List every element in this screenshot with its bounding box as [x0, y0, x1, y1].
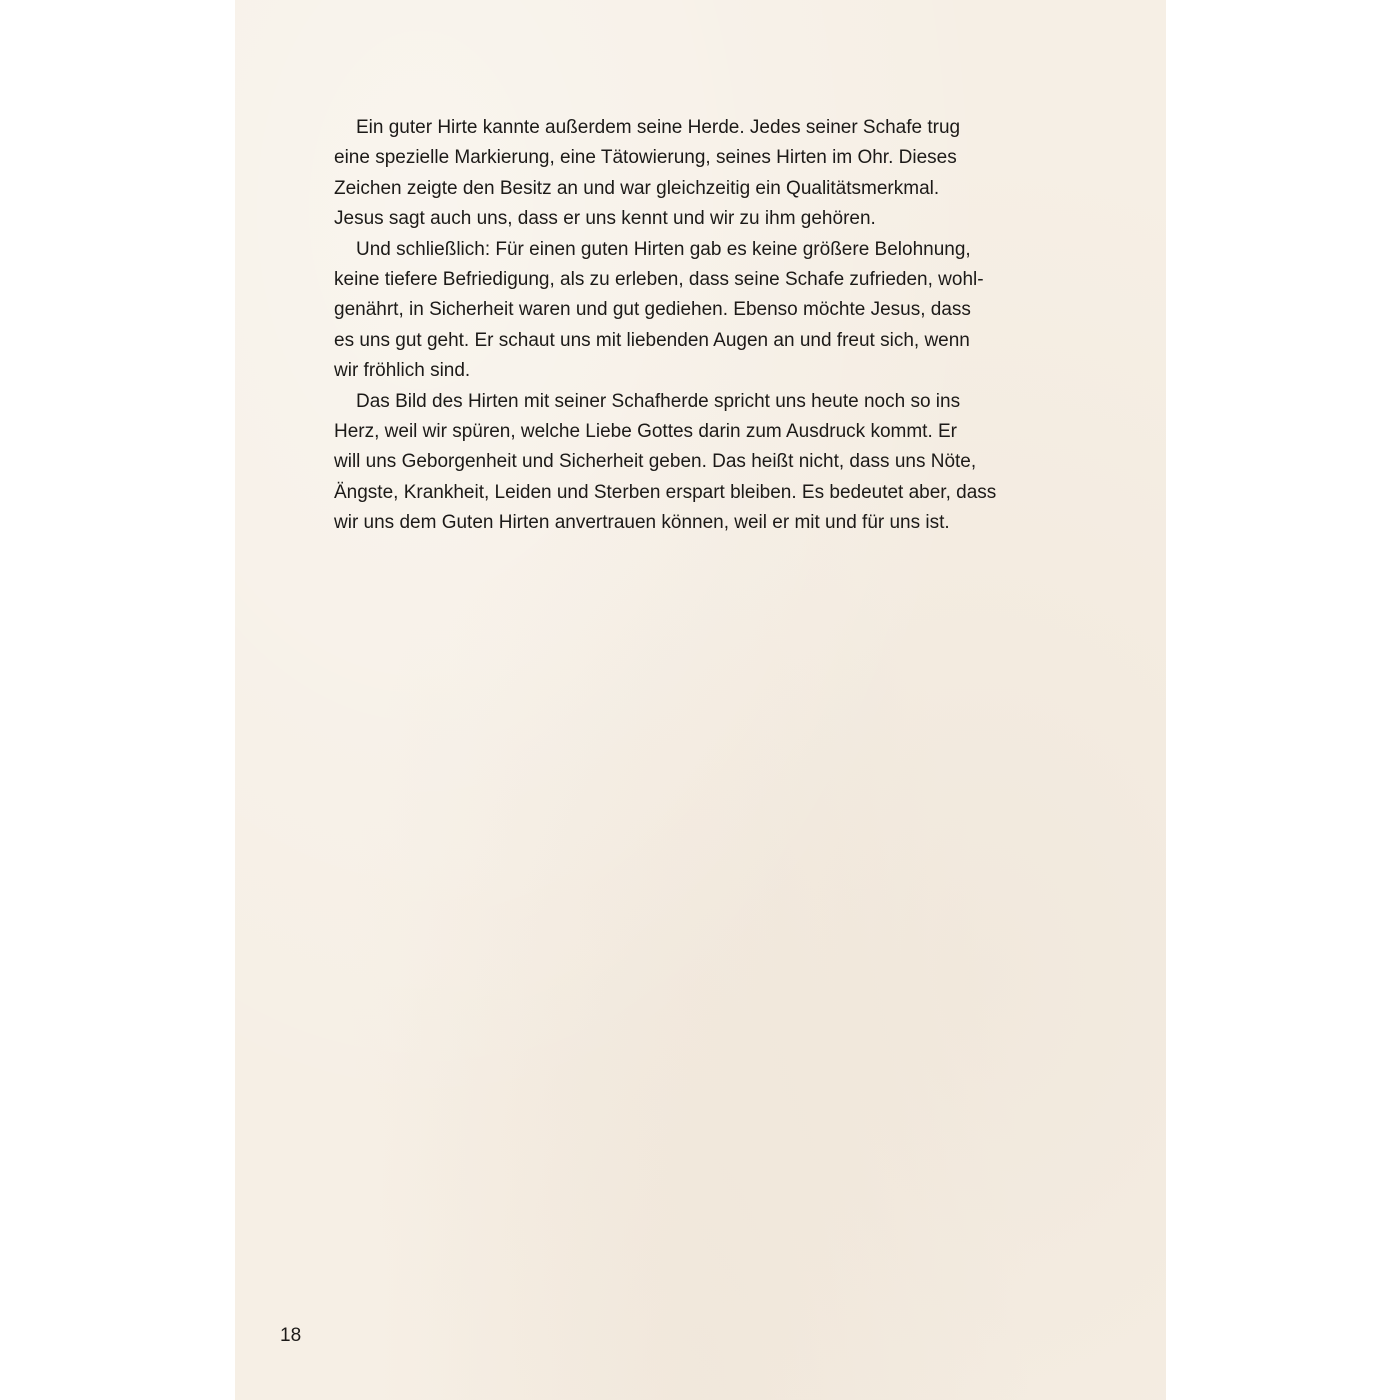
text-line: keine tiefere Befriedigung, als zu erleben, dass seine Schafe zufrieden, wohl- — [334, 269, 984, 291]
text-line: wir uns dem Guten Hirten anvertrauen können, weil er mit und für uns ist. — [334, 512, 950, 534]
text-line: Ein guter Hirte kannte außerdem seine Herde. Jedes seiner Schafe trug — [356, 117, 961, 138]
book-page — [235, 0, 1166, 1400]
page-number: 18 — [280, 1325, 302, 1346]
body-text — [334, 113, 1074, 539]
text-line: will uns Geborgenheit und Sicherheit geben. Das heißt nicht, dass uns Nöte, — [334, 451, 977, 473]
text-line: eine spezielle Markierung, eine Tätowierung, seines Hirten im Ohr. Dieses — [334, 147, 957, 169]
text-line: es uns gut geht. Er schaut uns mit liebenden Augen an und freut sich, wenn — [334, 329, 970, 351]
text-line: Zeichen zeigte den Besitz an und war gleichzeitig ein Qualitätsmerkmal. — [334, 177, 940, 199]
paragraph-3 — [334, 387, 1074, 539]
text-line: Ängste, Krankheit, Leiden und Sterben erspart bleiben. Es bedeutet aber, dass — [334, 481, 997, 503]
paragraph-1 — [334, 113, 1074, 235]
text-line: Herz, weil wir spüren, welche Liebe Gottes darin zum Ausdruck kommt. Er — [334, 421, 958, 443]
text-line: Und schließlich: Für einen guten Hirten gab es keine größere Belohnung, — [356, 238, 971, 260]
text-line: Das Bild des Hirten mit seiner Schafherde spricht uns heute noch so ins — [356, 390, 961, 412]
paragraph-2 — [334, 235, 1074, 387]
text-line: wir fröhlich sind. — [334, 360, 471, 382]
text-line: Jesus sagt auch uns, dass er uns kennt und wir zu ihm gehören. — [334, 208, 876, 230]
text-line: genährt, in Sicherheit waren und gut gediehen. Ebenso möchte Jesus, dass — [334, 299, 971, 321]
